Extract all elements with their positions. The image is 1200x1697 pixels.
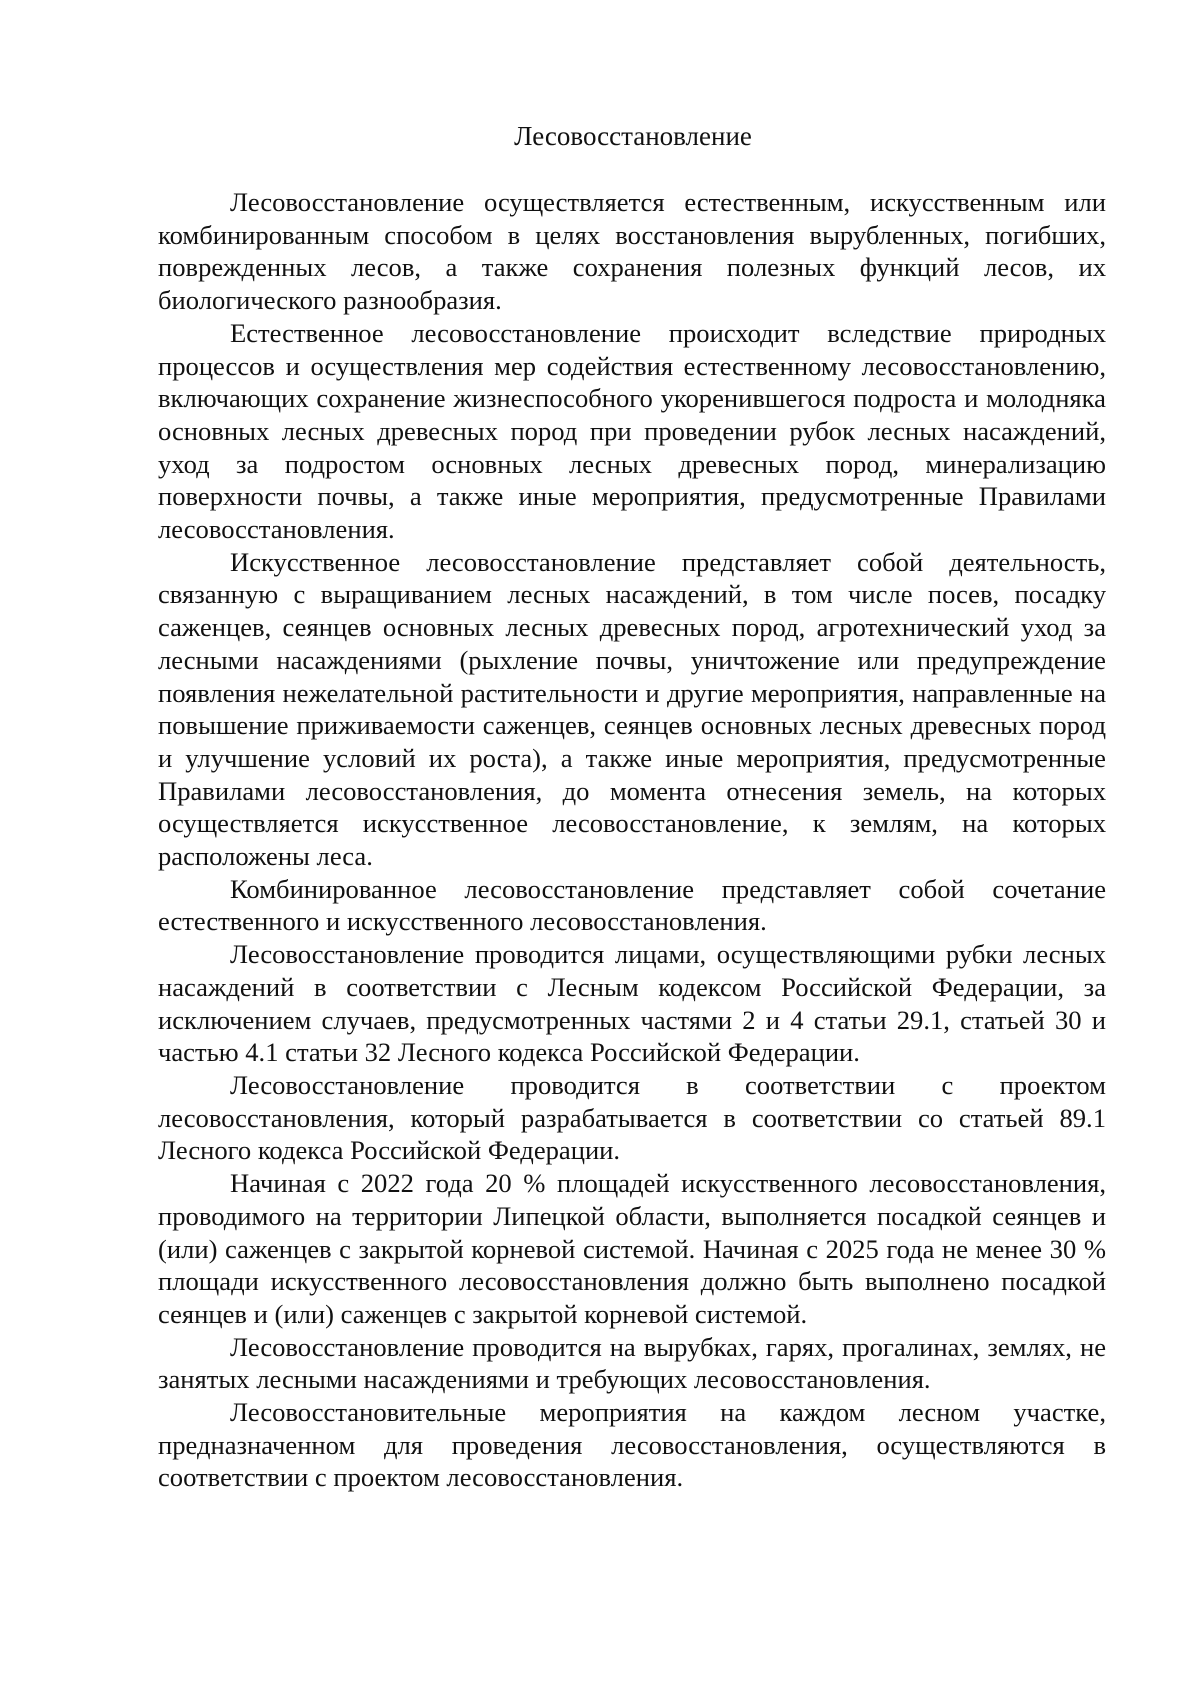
paragraph-6: Лесовосстановление проводится в соответствии с проектом лесовосстановления, который разрабатывается в соответствии со статьей 89.1 Лесного кодекса Российской Федерации. — [158, 1069, 1106, 1166]
paragraph-7: Начиная с 2022 года 20 % площадей искусственного лесовосстановления, проводимого на территории Липецкой области, выполняется посадкой сеянцев и (или) саженцев с закрытой корневой системой. Начиная с 2025 года не менее 30 % площади искусственного лесовосстановления должно быть выполнено посадкой сеянцев и (или) саженцев с закрытой корневой системой. — [158, 1168, 1106, 1329]
paragraph-1: Лесовосстановление осуществляется естественным, искусственным или комбинированным способом в целях восстановления вырубленных, погибших, поврежденных лесов, а также сохранения полезных функций лесов, их биологического разнообразия. — [158, 187, 1106, 316]
paragraph-5: Лесовосстановление проводится лицами, осуществляющими рубки лесных насаждений в соответствии с Лесным кодексом Российской Федерации, за исключением случаев, предусмотренных частями 2 и 4 статьи 29.1, статьей 30 и частью 4.1 статьи 32 Лесного кодекса Российской Федерации. — [158, 939, 1106, 1068]
paragraph-8: Лесовосстановление проводится на вырубках, гарях, прогалинах, землях, не занятых лесными насаждениями и требующих лесовосстановления. — [158, 1331, 1106, 1395]
paragraph-3: Искусственное лесовосстановление представляет собой деятельность, связанную с выращиванием лесных насаждений, в том числе посев, посадку саженцев, сеянцев основных лесных древесных пород, агротехнический уход за лесными насаждениями (рыхление почвы, уничтожение или предупреждение появления нежелательной растительности и другие мероприятия, направленные на повышение приживаемости саженцев, сеянцев основных лесных древесных пород и улучшение условий их роста), а также иные мероприятия, предусмотренные Правилами лесовосстановления, до момента отнесения земель, на которых осуществляется искусственное лесовосстановление, к землям, на которых расположены леса. — [158, 546, 1106, 872]
document-body — [158, 186, 1106, 1494]
paragraph-2: Естественное лесовосстановление происходит вследствие природных процессов и осуществления мер содействия естественному лесовосстановлению, включающих сохранение жизнеспособного укоренившегося подроста и молодняка основных лесных древесных пород при проведении рубок лесных насаждений, уход за подростом основных лесных древесных пород, минерализацию поверхности почвы, а также иные мероприятия, предусмотренные Правилами лесовосстановления. — [158, 317, 1106, 545]
paragraph-9: Лесовосстановительные мероприятия на каждом лесном участке, предназначенном для проведения лесовосстановления, осуществляются в соответствии с проектом лесовосстановления. — [158, 1397, 1106, 1493]
paragraph-4: Комбинированное лесовосстановление представляет собой сочетание естественного и искусственного лесовосстановления. — [158, 873, 1106, 937]
document-title: Лесовосстановление — [514, 121, 752, 151]
